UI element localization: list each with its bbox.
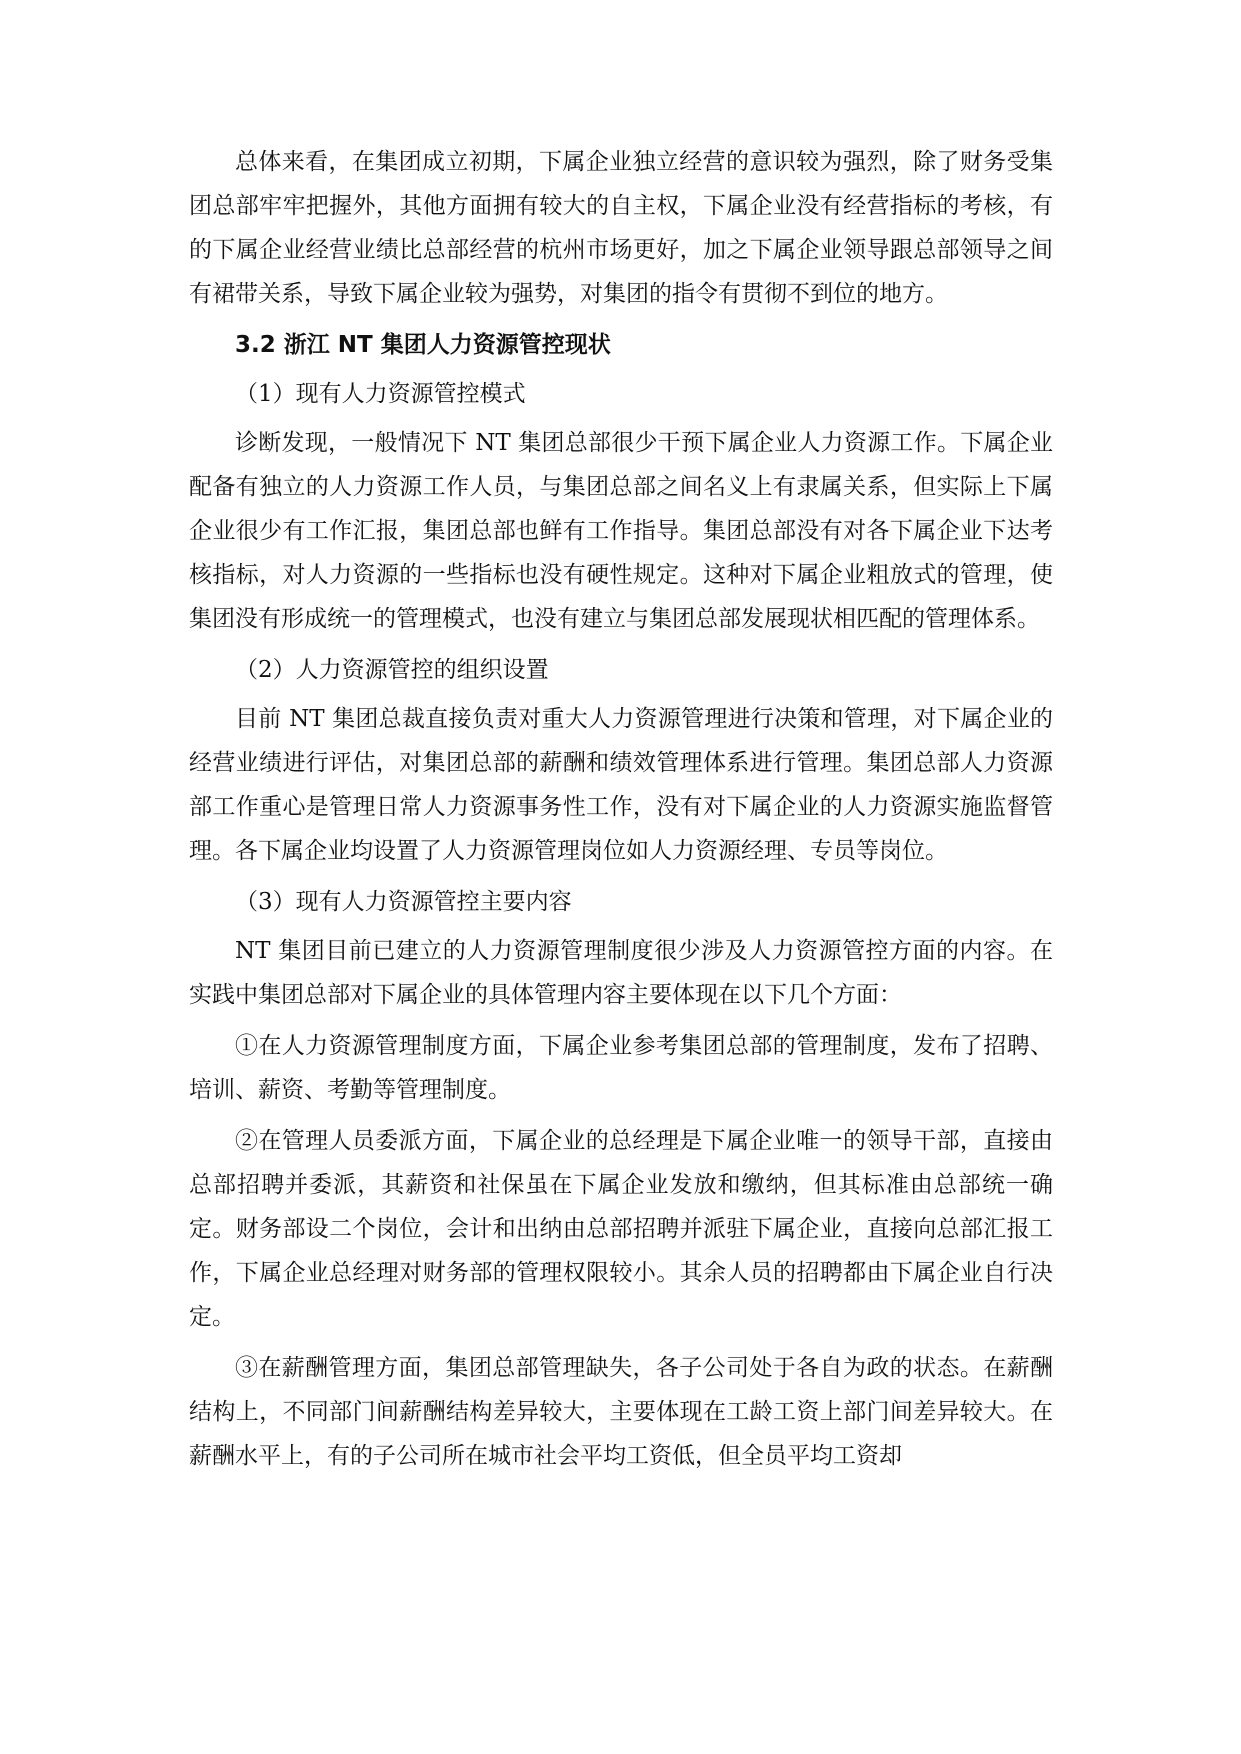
subheading-control-mode: （1）现有人力资源管控模式 bbox=[235, 381, 526, 407]
subheading-main-content: （3）现有人力资源管控主要内容 bbox=[235, 889, 572, 915]
document-page bbox=[189, 140, 1053, 1485]
paragraph-overview: 总体来看，在集团成立初期，下属企业独立经营的意识较为强烈，除了财务受集团总部牢牢把握外，其他方面拥有较大的自主权，下属企业没有经营指标的考核，有的下属企业经营业绩比总部经营的杭州市场更好，加之下属企业领导跟总部领导之间有裙带关系，导致下属企业较为强势，对集团的指令有贯彻不到位的地方。 bbox=[189, 149, 1053, 307]
paragraph-item-1: ①在人力资源管理制度方面，下属企业参考集团总部的管理制度，发布了招聘、培训、薪资、考勤等管理制度。 bbox=[189, 1033, 1053, 1103]
section-heading: 3.2 浙江 NT 集团人力资源管控现状 bbox=[235, 332, 611, 358]
paragraph-item-3: ③在薪酬管理方面，集团总部管理缺失，各子公司处于各自为政的状态。在薪酬结构上，不同部门间薪酬结构差异较大，主要体现在工龄工资上部门间差异较大。在薪酬水平上，有的子公司所在城市社会平均工资低，但全员平均工资却 bbox=[189, 1355, 1053, 1469]
paragraph-main-content: NT 集团目前已建立的人力资源管理制度很少涉及人力资源管控方面的内容。在实践中集团总部对下属企业的具体管理内容主要体现在以下几个方面： bbox=[189, 938, 1053, 1008]
paragraph-organization: 目前 NT 集团总裁直接负责对重大人力资源管理进行决策和管理，对下属企业的经营业绩进行评估，对集团总部的薪酬和绩效管理体系进行管理。集团总部人力资源部工作重心是管理日常人力资源事务性工作，没有对下属企业的人力资源实施监督管理。各下属企业均设置了人力资源管理岗位如人力资源经理、专员等岗位。 bbox=[189, 706, 1053, 864]
paragraph-diagnosis: 诊断发现，一般情况下 NT 集团总部很少干预下属企业人力资源工作。下属企业配备有独立的人力资源工作人员，与集团总部之间名义上有隶属关系，但实际上下属企业很少有工作汇报，集团总部也鲜有工作指导。集团总部没有对各下属企业下达考核指标，对人力资源的一些指标也没有硬性规定。这种对下属企业粗放式的管理，使集团没有形成统一的管理模式，也没有建立与集团总部发展现状相匹配的管理体系。 bbox=[189, 430, 1053, 632]
paragraph-item-2: ②在管理人员委派方面，下属企业的总经理是下属企业唯一的领导干部，直接由总部招聘并委派，其薪资和社保虽在下属企业发放和缴纳，但其标准由总部统一确定。财务部设二个岗位，会计和出纳由总部招聘并派驻下属企业，直接向总部汇报工作，下属企业总经理对财务部的管理权限较小。其余人员的招聘都由下属企业自行决定。 bbox=[189, 1128, 1053, 1330]
subheading-organization: （2）人力资源管控的组织设置 bbox=[235, 657, 549, 683]
